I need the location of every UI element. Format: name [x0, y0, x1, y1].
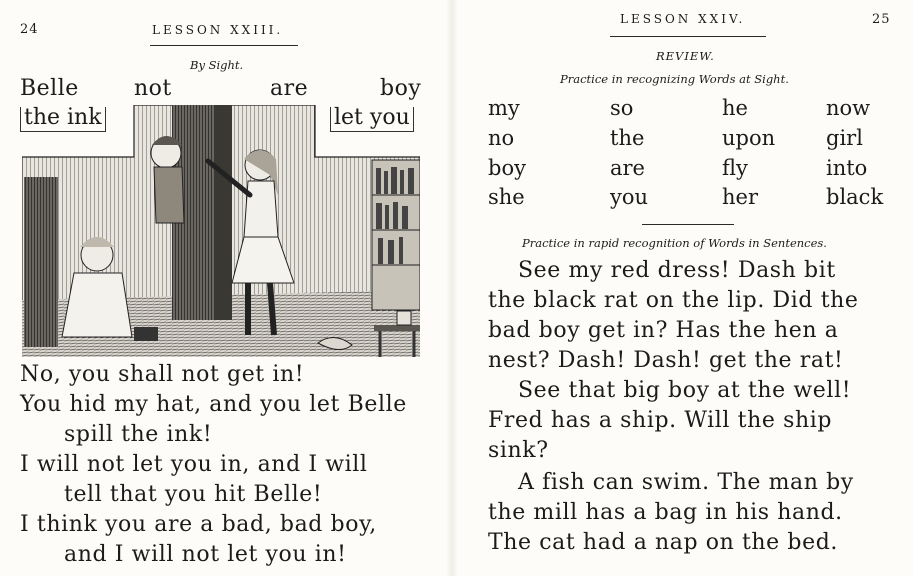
grid-word: upon	[722, 126, 776, 150]
text-line: You hid my hat, and you let Belle	[20, 392, 407, 417]
book-gutter	[446, 0, 458, 576]
sight-phrase-box: let you	[330, 107, 414, 132]
text-line: the mill has a bag in his hand.	[488, 500, 843, 525]
text-line: sink?	[488, 438, 549, 463]
page-number-right: 25	[872, 12, 891, 27]
grid-word: girl	[826, 126, 863, 150]
text-line: tell that you hit Belle!	[64, 482, 323, 507]
text-line: See my red dress! Dash bit	[518, 258, 836, 283]
text-line: and I will not let you in!	[64, 542, 347, 567]
practice-heading-sight: Practice in recognizing Words at Sight.	[560, 72, 789, 86]
grid-word: no	[488, 126, 515, 150]
text-line: bad boy get in? Has the hen a	[488, 318, 839, 343]
grid-word: her	[722, 185, 758, 209]
grid-word: the	[610, 126, 645, 150]
section-rule	[642, 224, 734, 225]
text-line: I will not let you in, and I will	[20, 452, 368, 477]
grid-word: my	[488, 96, 520, 120]
text-line: The cat had a nap on the bed.	[488, 530, 838, 555]
sight-word: Belle	[20, 76, 79, 101]
grid-word: he	[722, 96, 748, 120]
text-line: See that big boy at the well!	[518, 378, 852, 403]
text-line: A fish can swim. The man by	[518, 470, 854, 495]
text-line: Fred has a ship. Will the ship	[488, 408, 833, 433]
sight-word: are	[270, 76, 309, 101]
text-line: I think you are a bad, bad boy,	[20, 512, 377, 537]
practice-heading-sentences: Practice in rapid recognition of Words in Sentences.	[522, 236, 827, 250]
grid-word: boy	[488, 156, 526, 180]
grid-word: you	[610, 185, 649, 209]
lesson-title-right: LESSON XXIV.	[620, 12, 746, 26]
grid-word: now	[826, 96, 871, 120]
grid-word: so	[610, 96, 634, 120]
grid-word: are	[610, 156, 645, 180]
grid-word: into	[826, 156, 868, 180]
text-line: spill the ink!	[64, 422, 213, 447]
engraving-children-at-door-icon	[22, 105, 420, 357]
sight-word: boy	[380, 76, 422, 101]
right-page	[460, 0, 913, 576]
text-line: No, you shall not get in!	[20, 362, 305, 387]
left-page	[0, 0, 445, 576]
grid-word: fly	[722, 156, 748, 180]
review-heading: REVIEW.	[656, 49, 715, 63]
page-number-left: 24	[20, 22, 39, 37]
grid-word: she	[488, 185, 525, 209]
lesson-title-left: LESSON XXIII.	[152, 23, 284, 37]
sight-word: not	[134, 76, 172, 101]
sight-phrase-box: the ink	[20, 107, 106, 132]
text-line: the black rat on the lip. Did the	[488, 288, 859, 313]
grid-word: black	[826, 185, 884, 209]
title-rule-right	[610, 36, 766, 37]
title-rule-left	[150, 45, 298, 46]
text-line: nest? Dash! Dash! get the rat!	[488, 348, 844, 373]
subheading-by-sight: By Sight.	[190, 58, 244, 72]
